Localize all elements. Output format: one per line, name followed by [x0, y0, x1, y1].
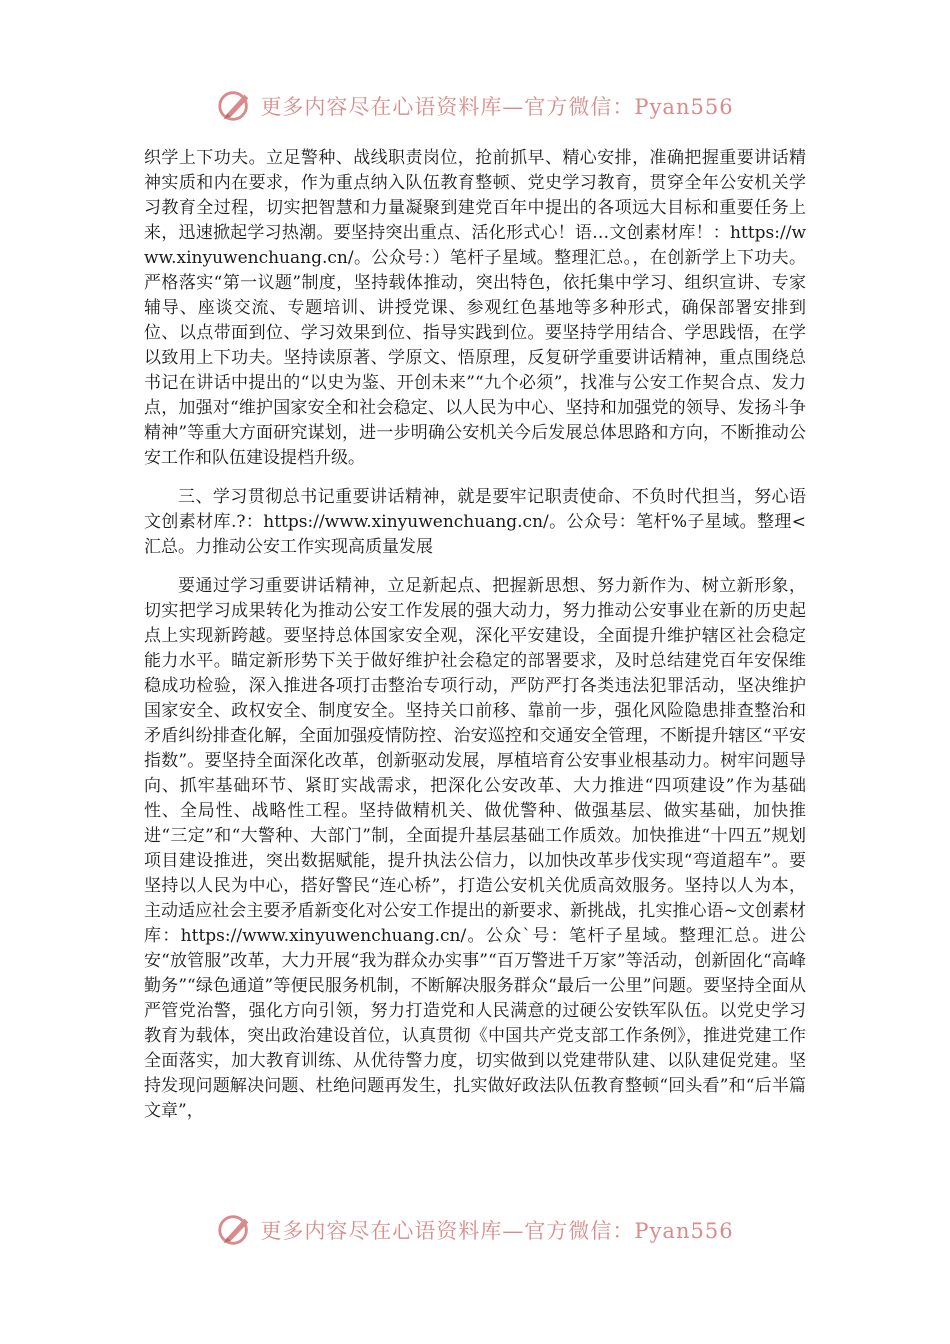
header-banner-text: 更多内容尽在心语资料库—官方微信：Pyan556	[260, 95, 734, 119]
document-body	[144, 146, 806, 1124]
pen-logo-icon	[216, 1211, 254, 1249]
paragraph-1: 织学上下功夫。立足警种、战线职责岗位，抢前抓早、精心安排，准确把握重要讲话精神实质和内在要求，作为重点纳入队伍教育整顿、党史学习教育，贯穿全年公安机关学习教育全过程，切实把智慧和力量凝聚到建党百年中提出的各项远大目标和重要任务上来，迅速掀起学习热潮。要坚持突出重点、活化形式心！语…文创素材库！：https://www.xinyuwenchuang.cn/。公众号：）笔杆子星域。整理汇总。，在创新学上下功夫。严格落实“第一议题”制度，坚持载体推动，突出特色，依托集中学习、组织宣讲、专家辅导、座谈交流、专题培训、讲授党课、参观红色基地等多种形式，确保部署安排到位、以点带面到位、学习效果到位、指导实践到位。要坚持学用结合、学思践悟，在学以致用上下功夫。坚持读原著、学原文、悟原理，反复研学重要讲话精神，重点围绕总书记在讲话中提出的“以史为鉴、开创未来”“九个必须”，找准与公安工作契合点、发力点，加强对“维护国家安全和社会稳定、以人民为中心、坚持和加强党的领导、发扬斗争精神”等重大方面研究谋划，进一步明确公安机关今后发展总体思路和方向，不断推动公安工作和队伍建设提档升级。	[144, 148, 806, 468]
header-banner	[0, 86, 950, 126]
pen-logo-icon	[216, 87, 254, 125]
footer-banner-text: 更多内容尽在心语资料库—官方微信：Pyan556	[260, 1219, 734, 1243]
paragraph-3: 要通过学习重要讲话精神，立足新起点、把握新思想、努力新作为、树立新形象，切实把学习成果转化为推动公安工作发展的强大动力，努力推动公安事业在新的历史起点上实现新跨越。要坚持总体国家安全观，深化平安建设，全面提升维护辖区社会稳定能力水平。瞄定新形势下关于做好维护社会稳定的部署要求，及时总结建党百年安保维稳成功检验，深入推进各项打击整治专项行动，严防严打各类违法犯罪活动，坚决维护国家安全、政权安全、制度安全。坚持关口前移、靠前一步，强化风险隐患排查整治和矛盾纠纷排查化解，全面加强疫情防控、治安巡控和交通安全管理，不断提升辖区“平安指数”。要坚持全面深化改革，创新驱动发展，厚植培育公安事业根基动力。树牢问题导向、抓牢基础环节、紧盯实战需求，把深化公安改革、大力推进“四项建设”作为基础性、全局性、战略性工程。坚持做精机关、做优警种、做强基层、做实基础，加快推进“三定”和“大警种、大部门”制，全面提升基层基础工作质效。加快推进“十四五”规划项目建设推进，突出数据赋能，提升执法公信力，以加快改革步伐实现“弯道超车”。要坚持以人民为中心，搭好警民“连心桥”，打造公安机关优质高效服务。坚持以人为本，主动适应社会主要矛盾新变化对公安工作提出的新要求、新挑战，扎实推心语~文创素材库：https://www.xinyuwenchuang.cn/。公众`号：笔杆子星域。整理汇总。进公安“放管服”改革，大力开展“我为群众办实事”“百万警进千万家”等活动，创新固化“高峰勤务”“绿色通道”等便民服务机制，不断解决服务群众“最后一公里”问题。要坚持全面从严管党治警，强化方向引领，努力打造党和人民满意的过硬公安铁军队伍。以党史学习教育为载体，突出政治建设首位，认真贯彻《中国共产党支部工作条例》，推进党建工作全面落实，加大教育训练、从优待警力度，切实做到以党建带队建、以队建促党建。坚持发现问题解决问题、杜绝问题再发生，扎实做好政法队伍教育整顿“回头看”和“后半篇文章”，	[144, 576, 806, 1121]
footer-banner	[0, 1210, 950, 1250]
paragraph-2-heading: 三、学习贯彻总书记重要讲话精神，就是要牢记职责使命、不负时代担当，努心语文创素材库.?：https://www.xinyuwenchuang.cn/。公众号：笔杆%子星域。整理<汇总。力推动公安工作实现高质量发展	[144, 487, 806, 557]
